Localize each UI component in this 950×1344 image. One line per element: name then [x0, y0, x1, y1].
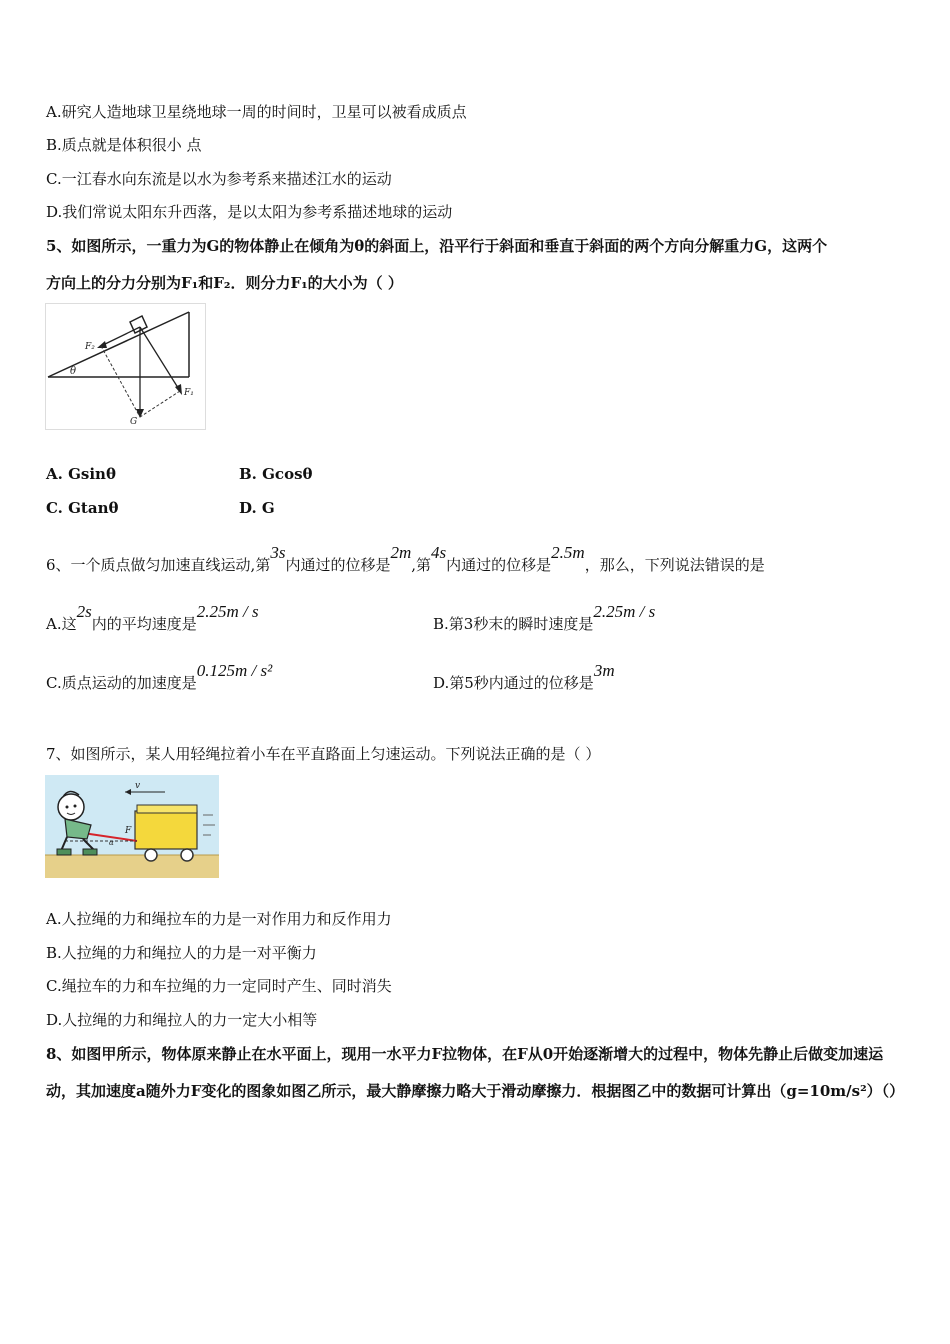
q6-a-math-2s: 2s	[76, 602, 92, 621]
q4-option-a: A.研究人造地球卫星绕地球一周的时间时，卫星可以被看成质点	[46, 103, 467, 121]
v-label: v	[135, 781, 141, 791]
q6-math-2-5m: 2.5m	[551, 543, 585, 562]
f1-label: F₁	[184, 388, 194, 398]
q6-option-d	[433, 661, 615, 693]
q6-text-1: 6、一个质点做匀加速直线运动,第	[46, 556, 271, 574]
incline-diagram	[45, 303, 206, 430]
q6-math-4s: 4s	[431, 543, 447, 562]
q6-text-4: 内通过的位移是	[446, 556, 552, 574]
q7-option-c: C.绳拉车的力和车拉绳的力一定同时产生、同时消失	[46, 977, 392, 995]
q6-d-text: D.第5秒内通过的位移是	[433, 674, 594, 692]
q6-c-math-accel: 0.125m / s²	[196, 661, 273, 680]
cart-illustration	[45, 775, 219, 878]
q6-math-3s: 3s	[270, 543, 286, 562]
q7-stem: 7、如图所示，某人用轻绳拉着小车在平直路面上匀速运动。下列说法正确的是（ ）	[46, 745, 601, 763]
q5-stem-line1: 5、如图所示，一重力为G的物体静止在倾角为θ的斜面上，沿平行于斜面和垂直于斜面的两个方向分解重力G，这两个	[46, 237, 828, 255]
q7-option-b: B.人拉绳的力和绳拉人的力是一对平衡力	[46, 944, 317, 962]
q6-option-a	[46, 602, 259, 634]
q5-stem-line2: 方向上的分力分别为F₁和F₂．则分力F₁的大小为（ ）	[46, 274, 403, 292]
q6-option-b	[433, 602, 656, 634]
q6-a-text-1: A.这	[46, 615, 77, 633]
f2-label: F₂	[85, 342, 95, 352]
q4-option-c: C.一江春水向东流是以水为参考系来描述江水的运动	[46, 170, 392, 188]
q6-text-5: ，那么，下列说法错误的是	[584, 556, 765, 574]
q7-option-a: A.人拉绳的力和绳拉车的力是一对作用力和反作用力	[46, 910, 392, 928]
q8-stem: 8、如图甲所示，物体原来静止在水平面上，现用一水平力F拉物体，在F从0开始逐渐增大的过程中，物体先静止后做变加速运动，其加速度a随外力F变化的图象如图乙所示，最大静摩擦力略大于滑动摩擦力．根据图乙中的数据可计算出（g=10m/s²）（）	[46, 1045, 905, 1100]
q5-option-a: A. Gsinθ	[46, 465, 116, 483]
q6-a-text-2: 内的平均速度是	[91, 615, 197, 633]
q5-option-b: B. Gcosθ	[239, 465, 313, 483]
g-label: G	[130, 417, 138, 427]
q6-stem	[46, 543, 765, 575]
alpha-label: α	[109, 839, 114, 847]
q6-text-2: 内通过的位移是	[285, 556, 391, 574]
q7-option-d: D.人拉绳的力和绳拉人的力一定大小相等	[46, 1011, 318, 1029]
q5-option-d: D. G	[239, 499, 275, 517]
q4-option-d: D.我们常说太阳东升西落，是以太阳为参考系描述地球的运动	[46, 203, 453, 221]
q6-b-math-velocity: 2.25m / s	[593, 602, 656, 621]
q6-math-2m: 2m	[390, 543, 412, 562]
q4-option-b: B.质点就是体积很小 点	[46, 136, 202, 154]
q5-option-c: C. Gtanθ	[46, 499, 119, 517]
q6-a-math-velocity: 2.25m / s	[196, 602, 259, 621]
q6-b-text: B.第3秒末的瞬时速度是	[433, 615, 594, 633]
q6-c-text: C.质点运动的加速度是	[46, 674, 197, 692]
theta-label: θ	[70, 366, 77, 377]
q6-option-c	[46, 661, 273, 693]
f-label: F	[125, 826, 132, 836]
q6-d-math-3m: 3m	[593, 661, 615, 680]
q6-text-3: ,第	[411, 556, 432, 574]
